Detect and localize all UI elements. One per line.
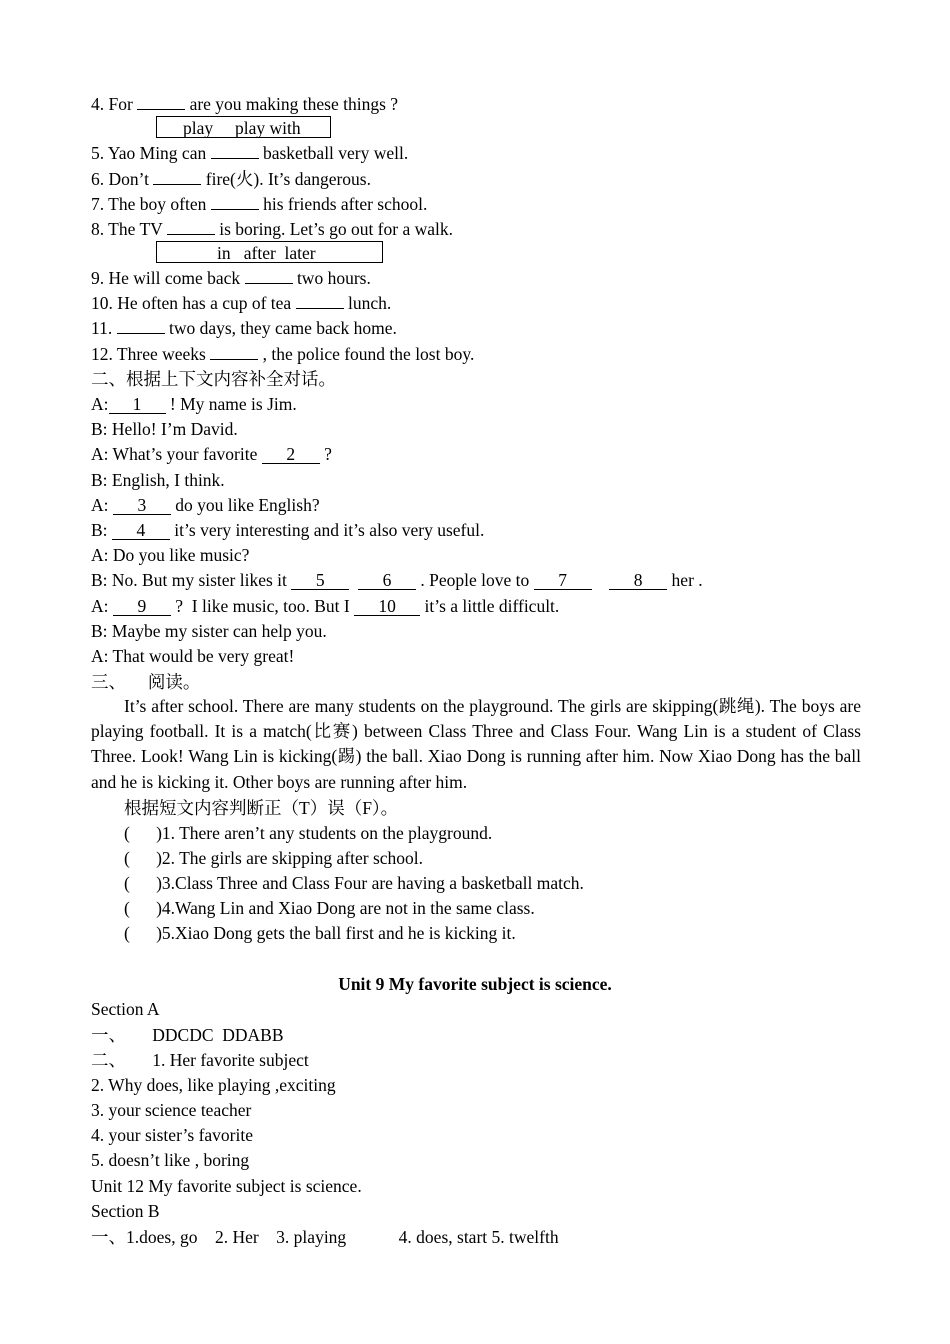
answer-line: 3. your science teacher: [91, 1100, 252, 1120]
dialogue-blank[interactable]: 3: [113, 496, 171, 515]
dialogue-line: B: Maybe my sister can help you.: [91, 621, 327, 641]
reading-passage: It’s after school. There are many students on the playground. The girls are skipping(跳绳). The boys are playing football. It is a match(比赛) between Class Three and Class Four. Wang Lin is a student of Class Three. Look! Wang Lin is kicking(踢) the ball. Xiao Dong is running after him. Now Xiao Dong has the ball and he is kicking it. Other boys are running after him.: [91, 696, 861, 792]
dialogue-line: B: 4 it’s very interesting and it’s also very useful.: [91, 520, 485, 540]
question-12: 12. Three weeks , the police found the lost boy.: [91, 344, 475, 364]
answer-line: 4. your sister’s favorite: [91, 1125, 254, 1145]
answer-blank[interactable]: [245, 283, 293, 284]
answer-blank[interactable]: [296, 308, 344, 309]
dialogue-line: B: No. But my sister likes it 5 6 . People love to 7 8 her .: [91, 570, 703, 590]
answer-line: 2. Why does, like playing ,exciting: [91, 1075, 336, 1095]
dialogue-blank[interactable]: 7: [534, 571, 592, 590]
answer-blank[interactable]: [211, 158, 259, 159]
dialogue-blank[interactable]: 4: [112, 521, 170, 540]
answer-line: 一、1.does, go 2. Her 3. playing 4. does, start 5. twelfth: [91, 1227, 559, 1247]
tf-item: ( )5.Xiao Dong gets the ball first and he is kicking it.: [124, 923, 516, 943]
tf-item: ( )2. The girls are skipping after school.: [124, 848, 424, 868]
tf-item: ( )3.Class Three and Class Four are having a basketball match.: [124, 873, 584, 893]
dialogue-blank[interactable]: 9: [113, 597, 171, 616]
tf-instruction: 根据短文内容判断正（T）误（F）。: [124, 798, 399, 818]
tf-item: ( )1. There aren’t any students on the playground.: [124, 823, 493, 843]
dialogue-blank[interactable]: 5: [291, 571, 349, 590]
dialogue-blank[interactable]: 2: [262, 445, 320, 464]
answer-blank[interactable]: [153, 184, 201, 185]
dialogue-blank[interactable]: 8: [609, 571, 667, 590]
word-box-1: play play with: [156, 116, 331, 138]
answer-blank[interactable]: [211, 209, 259, 210]
question-10: 10. He often has a cup of tea lunch.: [91, 293, 392, 313]
question-5: 5. Yao Ming can basketball very well.: [91, 143, 409, 163]
section-heading-2: 二、根据上下文内容补全对话。: [91, 369, 336, 389]
question-7: 7. The boy often his friends after school.: [91, 194, 428, 214]
dialogue-line: A: That would be very great!: [91, 646, 295, 666]
question-6: 6. Don’t fire(火). It’s dangerous.: [91, 169, 371, 189]
dialogue-line: A: 1 ! My name is Jim.: [91, 394, 297, 414]
answer-blank[interactable]: [210, 359, 258, 360]
question-9: 9. He will come back two hours.: [91, 268, 371, 288]
answer-line: Unit 12 My favorite subject is science.: [91, 1176, 362, 1196]
dialogue-line: B: Hello! I’m David.: [91, 419, 238, 439]
question-4: 4. For are you making these things ?: [91, 94, 399, 114]
answer-line: 一、 DDCDC DDABB: [91, 1025, 284, 1045]
answer-blank[interactable]: [117, 333, 165, 334]
dialogue-line: A: 9 ? I like music, too. But I 10 it’s a little difficult.: [91, 596, 560, 616]
answer-line: 5. doesn’t like , boring: [91, 1150, 250, 1170]
question-8: 8. The TV is boring. Let’s go out for a walk.: [91, 219, 453, 239]
dialogue-blank[interactable]: 1: [109, 395, 166, 414]
answer-blank[interactable]: [167, 234, 215, 235]
answer-line: Section B: [91, 1201, 160, 1221]
question-11: 11. two days, they came back home.: [91, 318, 397, 338]
tf-item: ( )4.Wang Lin and Xiao Dong are not in the same class.: [124, 898, 535, 918]
dialogue-line: B: English, I think.: [91, 470, 225, 490]
section-heading-3: 三、 阅读。: [91, 672, 201, 692]
unit-title: Unit 9 My favorite subject is science.: [338, 974, 612, 994]
dialogue-blank[interactable]: 6: [358, 571, 416, 590]
dialogue-line: A: Do you like music?: [91, 545, 250, 565]
dialogue-line: A: 3 do you like English?: [91, 495, 320, 515]
answer-blank[interactable]: [137, 109, 185, 110]
answer-line: 二、 1. Her favorite subject: [91, 1050, 309, 1070]
word-box-2: in after later: [156, 241, 383, 263]
answer-line: Section A: [91, 999, 160, 1019]
dialogue-blank[interactable]: 10: [354, 597, 420, 616]
dialogue-line: A: What’s your favorite 2 ?: [91, 444, 332, 464]
